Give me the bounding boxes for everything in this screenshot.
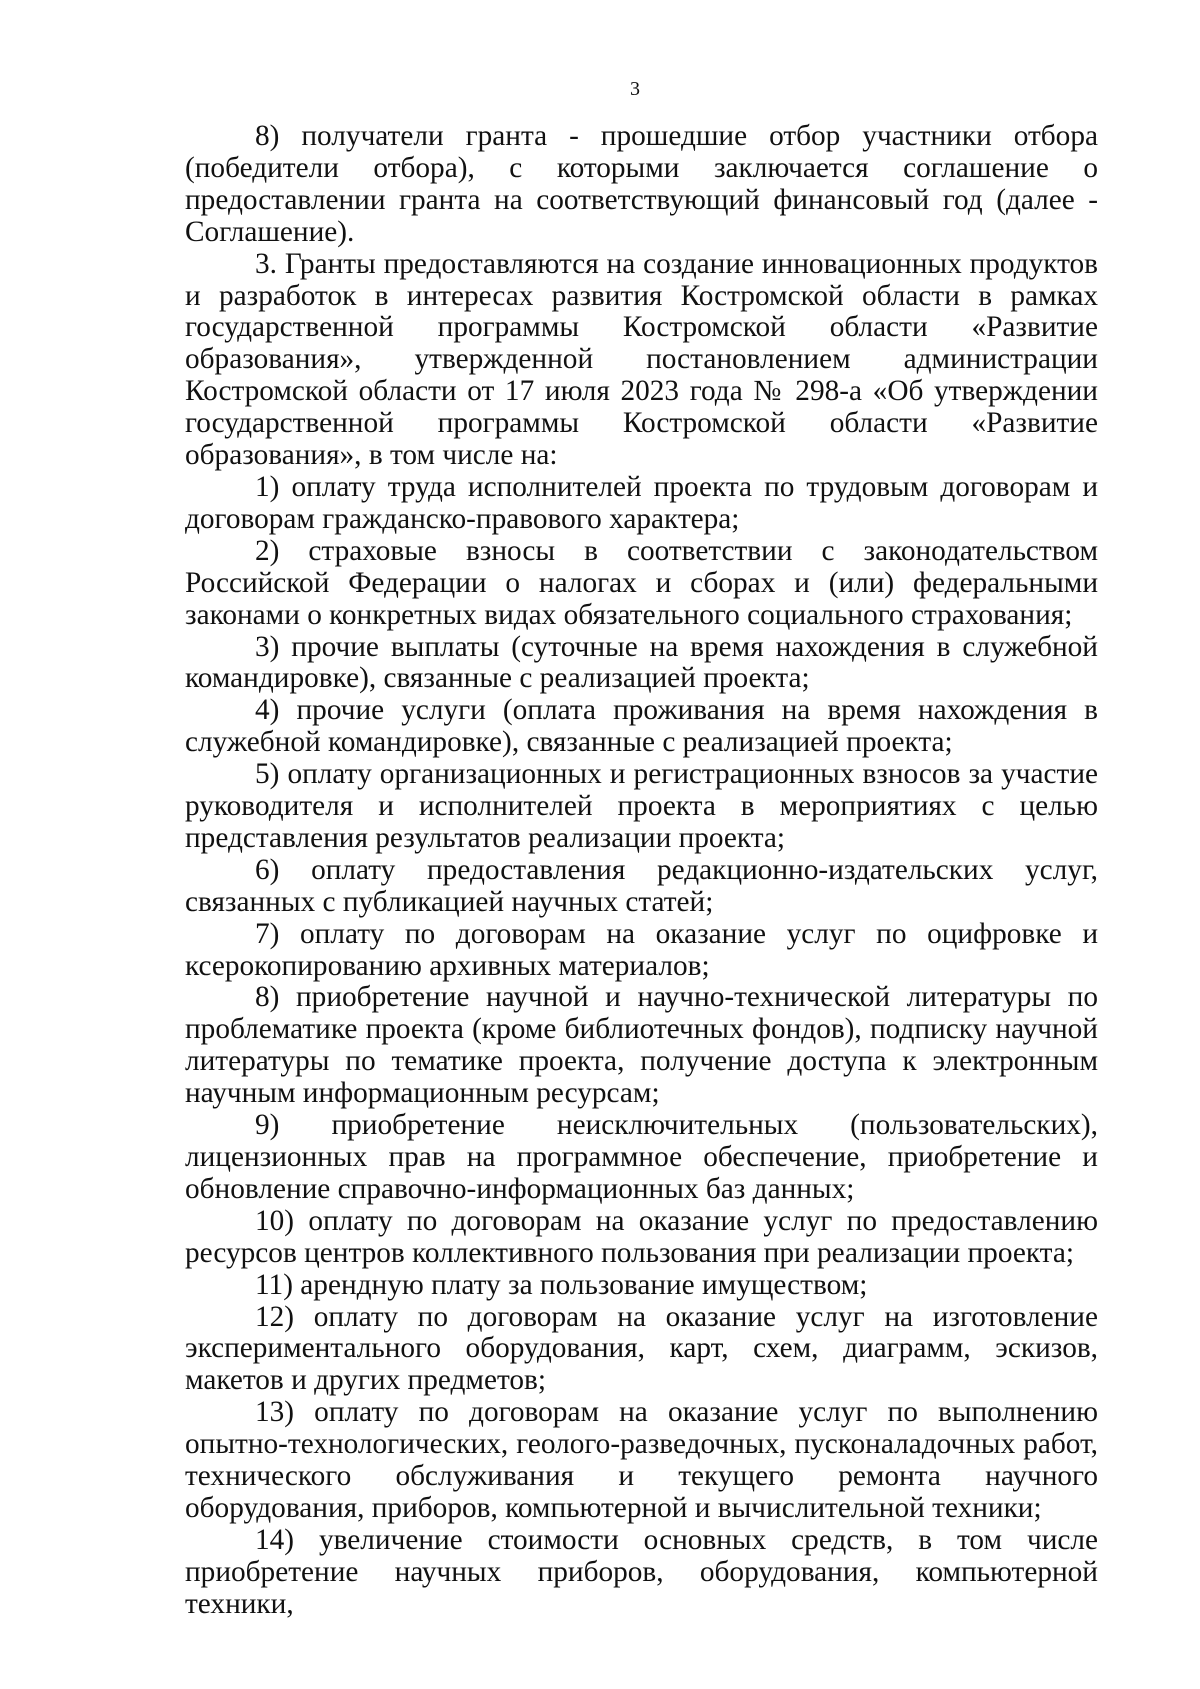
list-item-14: 14) увеличение стоимости основных средств, в том числе приобретение научных приборов, оборудования, компьютерной техники,	[185, 1523, 1098, 1620]
list-item-8: 8) приобретение научной и научно-технической литературы по проблематике проекта (кроме библиотечных фондов), подписку научной литературы по тематике проекта, получение доступа к электронным научным информационным ресурсам;	[185, 981, 1098, 1110]
list-item-7: 7) оплату по договорам на оказание услуг по оцифровке и ксерокопированию архивных материалов;	[185, 917, 1098, 982]
list-item-1: 1) оплату труда исполнителей проекта по трудовым договорам и договорам гражданско-правового характера;	[185, 470, 1098, 535]
list-item-5: 5) оплату организационных и регистрационных взносов за участие руководителя и исполнителей проекта в мероприятиях с целью представления результатов реализации проекта;	[185, 758, 1098, 854]
list-item-12: 12) оплату по договорам на оказание услуг на изготовление экспериментального оборудования, карт, схем, диаграмм, эскизов, макетов и других предметов;	[185, 1300, 1098, 1397]
list-item-9: 9) приобретение неисключительных (пользовательских), лицензионных прав на программное обеспечение, приобретение и обновление справочно-информационных баз данных;	[185, 1109, 1098, 1205]
list-item-10: 10) оплату по договорам на оказание услуг по предоставлению ресурсов центров коллективного пользования при реализации проекта;	[185, 1204, 1098, 1269]
list-item-11: 11) арендную плату за пользование имуществом;	[255, 1268, 868, 1301]
list-item-6: 6) оплату предоставления редакционно-издательских услуг, связанных с публикацией научных статей;	[185, 853, 1098, 918]
list-item-13: 13) оплату по договорам на оказание услуг по выполнению опытно-технологических, геолого-разведочных, пусконаладочных работ, технического обслуживания и текущего ремонта научного оборудования, приборов, компьютерной и вычислительной техники;	[185, 1396, 1098, 1524]
document-body	[185, 121, 1098, 1621]
page-number: 3	[630, 78, 640, 100]
list-item-3: 3) прочие выплаты (суточные на время нахождения в служебной командировке), связанные с реализацией проекта;	[185, 630, 1098, 695]
list-item-4: 4) прочие услуги (оплата проживания на время нахождения в служебной командировке), связанные с реализацией проекта;	[185, 694, 1098, 759]
list-item-2: 2) страховые взносы в соответствии с законодательством Российской Федерации о налогах и сборах и (или) федеральными законами о конкретных видах обязательного социального страхования;	[185, 534, 1098, 631]
paragraph-grants-purpose: 3. Гранты предоставляются на создание инновационных продуктов и разработок в интересах развития Костромской области в рамках государственной программы Костромской области «Развитие образования», утвержденной постановлением администрации Костромской области от 17 июля 2023 года № 298-а «Об утверждении государственной программы Костромской области «Развитие образования», в том числе на:	[185, 247, 1098, 472]
paragraph-recipients: 8) получатели гранта - прошедшие отбор участники отбора (победители отбора), с которыми заключается соглашение о предоставлении гранта на соответствующий финансовый год (далее - Соглашение).	[185, 120, 1098, 248]
